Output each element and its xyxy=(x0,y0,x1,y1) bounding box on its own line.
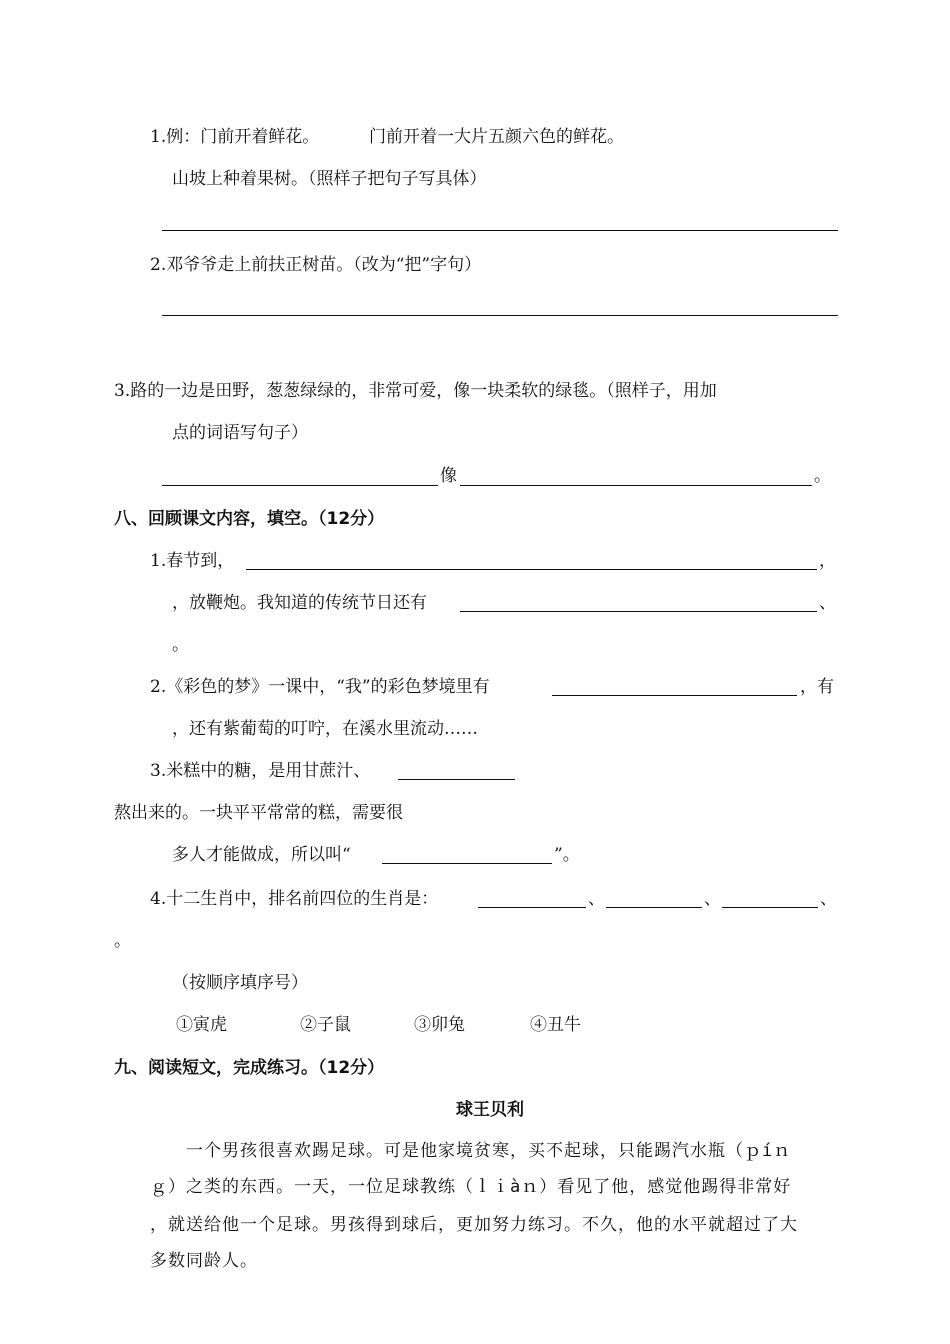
blank-s8-4a[interactable] xyxy=(478,907,586,908)
blank-s8-3a[interactable] xyxy=(398,779,515,780)
s8-item4-hint: （按顺序填序号） xyxy=(172,973,308,993)
q7-item1-example: 1.例：门前开着鲜花。 xyxy=(150,127,320,147)
story-line: 多数同龄人。 xyxy=(150,1251,258,1271)
s8-item3-b: 熬出来的。一块平平常常的糕，需要很 xyxy=(114,803,403,823)
blank-s8-4c[interactable] xyxy=(722,907,818,908)
s8-item1-a: 1.春节到， xyxy=(150,551,235,571)
blank-s8-3b[interactable] xyxy=(382,863,552,864)
option-4: ④丑牛 xyxy=(530,1015,581,1035)
q7-item3-mid: 像 xyxy=(440,466,457,486)
q7-item1-example-result: 门前开着一大片五颜六色的鲜花。 xyxy=(369,127,624,147)
s8-item4-sep2: 、 xyxy=(704,889,721,909)
s8-item3-c: 多人才能做成，所以叫“ xyxy=(172,845,351,865)
option-2: ②子鼠 xyxy=(300,1015,351,1035)
q7-item2: 2.邓爷爷走上前扶正树苗。（改为“把”字句） xyxy=(150,255,482,275)
q7-item3-end: 。 xyxy=(814,466,831,486)
q7-item1-task: 山坡上种着果树。（照样子把句子写具体） xyxy=(172,169,487,189)
s8-item1-c: ，放鞭炮。我知道的传统节日还有 xyxy=(172,593,427,613)
s8-item1-d: 、 xyxy=(819,593,836,613)
option-3: ③卯兔 xyxy=(414,1015,465,1035)
story-title: 球王贝利 xyxy=(456,1100,524,1120)
s8-item4-sep1: 、 xyxy=(588,889,605,909)
answer-line-1[interactable] xyxy=(162,230,838,231)
q7-item3-line2: 点的词语写句子） xyxy=(172,423,308,443)
option-1: ①寅虎 xyxy=(176,1015,227,1035)
answer-line-3a[interactable] xyxy=(162,485,438,486)
s8-item4-sep3: 、 xyxy=(820,889,837,909)
answer-line-2[interactable] xyxy=(162,315,838,316)
s8-item3-d: ”。 xyxy=(554,845,580,865)
s8-item2-a: 2.《彩色的梦》一课中，“我”的彩色梦境里有 xyxy=(150,677,490,697)
s8-item1-b: ， xyxy=(819,551,836,571)
s8-item3-a: 3.米糕中的糖，是用甘蔗汁、 xyxy=(150,761,371,781)
story-line: ｇ）之类的东西。一天，一位足球教练（ｌｉàｎ）看见了他，感觉他踢得非常好 xyxy=(150,1177,792,1197)
s8-item4-end: 。 xyxy=(114,931,131,951)
q7-item3-line1: 3.路的一边是田野，葱葱绿绿的，非常可爱，像一块柔软的绿毯。（照样子，用加 xyxy=(114,381,717,401)
section-8-heading: 八、回顾课文内容，填空。（12分） xyxy=(114,509,385,529)
s8-item2-b: ，有 xyxy=(800,677,834,697)
story-line: ，就送给他一个足球。男孩得到球后，更加努力练习。不久，他的水平就超过了大 xyxy=(150,1215,798,1235)
blank-s8-4b[interactable] xyxy=(606,907,702,908)
s8-item1-e: 。 xyxy=(172,635,189,655)
blank-s8-1b[interactable] xyxy=(460,611,817,612)
blank-s8-2[interactable] xyxy=(552,695,797,696)
section-9-heading: 九、阅读短文，完成练习。（12分） xyxy=(114,1058,385,1078)
story-line: 一个男孩很喜欢踢足球。可是他家境贫寒，买不起球，只能踢汽水瓶（ｐíｎ xyxy=(186,1141,792,1161)
answer-line-3b[interactable] xyxy=(460,485,812,486)
s8-item4-a: 4.十二生肖中，排名前四位的生肖是： xyxy=(150,889,439,909)
blank-s8-1a[interactable] xyxy=(246,569,817,570)
s8-item2-c: ，还有紫葡萄的叮咛，在溪水里流动…… xyxy=(172,719,478,739)
